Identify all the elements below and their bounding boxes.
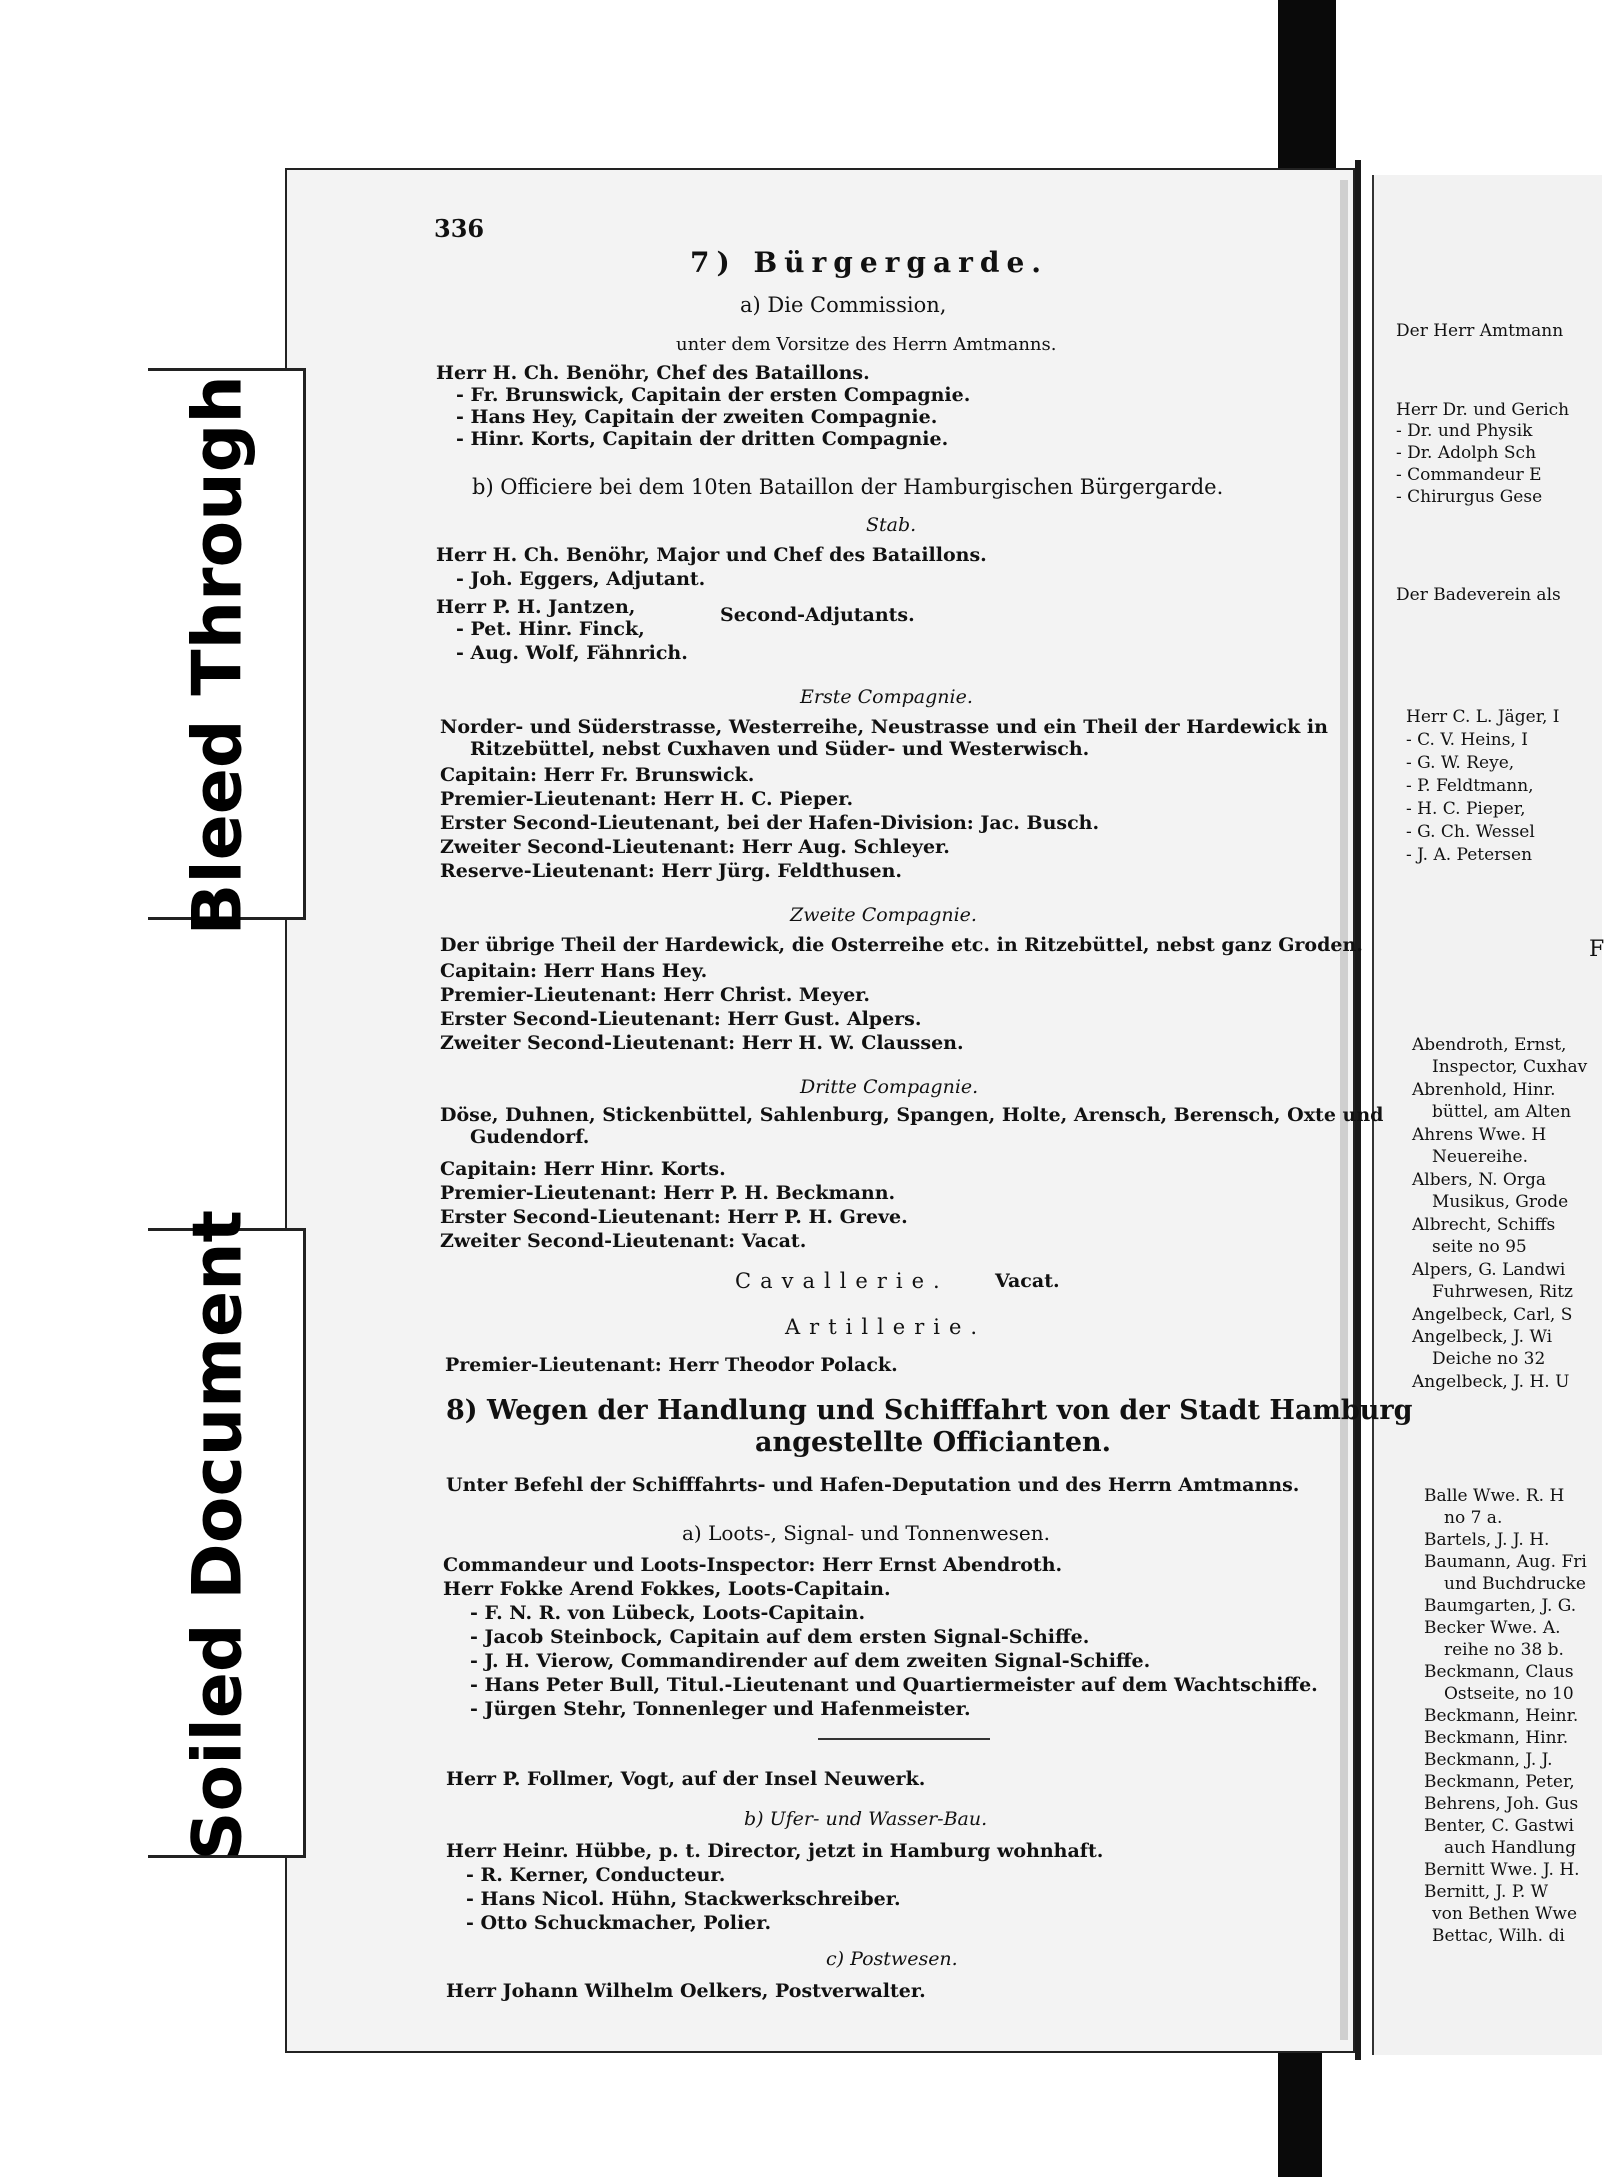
- text-line: - Fr. Brunswick, Capitain der ersten Compagnie.: [456, 384, 971, 406]
- right-line: Herr C. L. Jäger, I: [1406, 707, 1560, 727]
- right-line: auch Handlung: [1444, 1838, 1576, 1858]
- separator-rule: [818, 1738, 990, 1740]
- right-line: Baumgarten, J. G.: [1424, 1596, 1577, 1616]
- text-line: - Pet. Hinr. Finck,: [456, 618, 645, 640]
- soiled-document-tab: [148, 1209, 306, 1861]
- right-line: Angelbeck, J. Wi: [1412, 1327, 1553, 1347]
- subheading: Zweite Compagnie.: [790, 904, 977, 926]
- subheading: Dritte Compagnie.: [800, 1076, 979, 1098]
- text-line: unter dem Vorsitze des Herrn Amtmanns.: [676, 334, 1057, 355]
- text-line: Herr P. H. Jantzen,: [436, 596, 636, 618]
- text-line: - Hans Peter Bull, Titul.-Lieutenant und Quartiermeister auf dem Wachtschiffe.: [470, 1674, 1318, 1696]
- text-line: Premier-Lieutenant: Herr Theodor Polack.: [445, 1354, 898, 1376]
- text-line: - Hans Hey, Capitain der zweiten Compagnie.: [456, 406, 938, 428]
- text-line: Herr Johann Wilhelm Oelkers, Postverwalter.: [446, 1980, 926, 2002]
- right-line: - P. Feldtmann,: [1406, 776, 1534, 796]
- text-line: Erster Second-Lieutenant, bei der Hafen-Division: Jac. Busch.: [440, 812, 1100, 834]
- text-line: Gudendorf.: [470, 1126, 590, 1148]
- scanner-shadow-band-top: [1318, 0, 1336, 170]
- right-line: Herr Dr. und Gerich: [1396, 400, 1570, 420]
- subheading: Artillerie.: [785, 1315, 987, 1339]
- text-line: Norder- und Süderstrasse, Westerreihe, Neustrasse und ein Theil der Hardewick in: [440, 716, 1328, 738]
- right-line: Behrens, Joh. Gus: [1424, 1794, 1579, 1814]
- text-line: - Hinr. Korts, Capitain der dritten Compagnie.: [456, 428, 949, 450]
- right-line: Bartels, J. J. H.: [1424, 1530, 1550, 1550]
- text-line: Der übrige Theil der Hardewick, die Osterreihe etc. in Ritzebüttel, nebst ganz Groden.: [440, 934, 1363, 956]
- right-line: Beckmann, Claus: [1424, 1662, 1574, 1682]
- text-line: Premier-Lieutenant: Herr P. H. Beckmann.: [440, 1182, 896, 1204]
- text-line: Ritzebüttel, nebst Cuxhaven und Süder- und Westerwisch.: [470, 738, 1090, 760]
- text-line: - Joh. Eggers, Adjutant.: [456, 568, 706, 590]
- right-line: Albers, N. Orga: [1412, 1170, 1546, 1190]
- right-line: Beckmann, J. J.: [1424, 1750, 1553, 1770]
- right-line: Alpers, G. Landwi: [1412, 1260, 1566, 1280]
- right-line: von Bethen Wwe: [1432, 1904, 1578, 1924]
- right-line: Albrecht, Schiffs: [1412, 1215, 1556, 1235]
- right-line: Ahrens Wwe. H: [1412, 1125, 1547, 1145]
- right-line: - H. C. Pieper,: [1406, 799, 1526, 819]
- text-line: Herr H. Ch. Benöhr, Major und Chef des Bataillons.: [436, 544, 987, 566]
- text-line: Commandeur und Loots-Inspector: Herr Ernst Abendroth.: [443, 1554, 1063, 1576]
- text-line: Zweiter Second-Lieutenant: Vacat.: [440, 1230, 807, 1252]
- text-line: Herr H. Ch. Benöhr, Chef des Bataillons.: [436, 362, 870, 384]
- text-line: Herr Heinr. Hübbe, p. t. Director, jetzt in Hamburg wohnhaft.: [446, 1840, 1104, 1862]
- text-line: - Hans Nicol. Hühn, Stackwerkschreiber.: [466, 1888, 901, 1910]
- bleed-through-label: Bleed Through: [178, 375, 258, 936]
- right-line: no 7 a.: [1444, 1508, 1503, 1528]
- right-line: Becker Wwe. A.: [1424, 1618, 1561, 1638]
- right-line: Abendroth, Ernst,: [1412, 1035, 1567, 1055]
- text-line: - Jürgen Stehr, Tonnenleger und Hafenmeister.: [470, 1698, 971, 1720]
- text-line: - Jacob Steinbock, Capitain auf dem ersten Signal-Schiffe.: [470, 1626, 1090, 1648]
- section-heading: 8) Wegen der Handlung und Schifffahrt von der Stadt Hamburg: [446, 1395, 1413, 1426]
- right-line: - C. V. Heins, I: [1406, 730, 1528, 750]
- right-line: Abrenhold, Hinr.: [1412, 1080, 1556, 1100]
- text-line: - Aug. Wolf, Fähnrich.: [456, 642, 688, 664]
- right-line: Beckmann, Peter,: [1424, 1772, 1575, 1792]
- right-line: F: [1589, 937, 1604, 962]
- bleed-through-tab: [148, 368, 306, 936]
- text-line: Herr P. Follmer, Vogt, auf der Insel Neuwerk.: [446, 1768, 926, 1790]
- section-heading: angestellte Officianten.: [755, 1427, 1112, 1458]
- right-line: - Dr. und Physik: [1396, 421, 1533, 441]
- text-line: Unter Befehl der Schifffahrts- und Hafen-Deputation und des Herrn Amtmanns.: [446, 1474, 1300, 1496]
- right-line: und Buchdrucke: [1444, 1574, 1586, 1594]
- right-line: Der Badeverein als: [1396, 585, 1561, 605]
- text-line: Vacat.: [995, 1270, 1060, 1292]
- right-line: - Dr. Adolph Sch: [1396, 443, 1537, 463]
- right-line: Bettac, Wilh. di: [1432, 1926, 1565, 1946]
- right-line: Bernitt Wwe. J. H.: [1424, 1860, 1580, 1880]
- text-line: Erster Second-Lieutenant: Herr Gust. Alpers.: [440, 1008, 922, 1030]
- right-line: büttel, am Alten: [1432, 1102, 1572, 1122]
- right-line: Baumann, Aug. Fri: [1424, 1552, 1587, 1572]
- right-line: - G. W. Reye,: [1406, 753, 1515, 773]
- right-page: [1372, 175, 1602, 2055]
- right-line: seite no 95: [1432, 1237, 1527, 1257]
- subheading: c) Postwesen.: [826, 1948, 958, 1970]
- right-line: Beckmann, Heinr.: [1424, 1706, 1579, 1726]
- section-heading: 7) Bürgergarde.: [690, 246, 1049, 279]
- text-line: Zweiter Second-Lieutenant: Herr Aug. Schleyer.: [440, 836, 950, 858]
- text-line: Erster Second-Lieutenant: Herr P. H. Greve.: [440, 1206, 908, 1228]
- text-line: Reserve-Lieutenant: Herr Jürg. Feldthusen.: [440, 860, 903, 882]
- page-number: 336: [434, 214, 485, 243]
- right-line: Benter, C. Gastwi: [1424, 1816, 1574, 1836]
- subheading: a) Loots-, Signal- und Tonnenwesen.: [682, 1521, 1050, 1545]
- text-line: - F. N. R. von Lübeck, Loots-Capitain.: [470, 1602, 866, 1624]
- subheading: b) Ufer- und Wasser-Bau.: [744, 1808, 988, 1830]
- right-line: - Commandeur E: [1396, 465, 1542, 485]
- right-line: Musikus, Grode: [1432, 1192, 1569, 1212]
- right-line: - Chirurgus Gese: [1396, 487, 1543, 507]
- right-line: Ostseite, no 10: [1444, 1684, 1574, 1704]
- right-line: Fuhrwesen, Ritz: [1432, 1282, 1573, 1302]
- text-line: Second-Adjutants.: [720, 604, 915, 626]
- text-line: Döse, Duhnen, Stickenbüttel, Sahlenburg, Spangen, Holte, Arensch, Berensch, Oxte und: [440, 1104, 1384, 1126]
- text-line: Premier-Lieutenant: Herr Christ. Meyer.: [440, 984, 871, 1006]
- soiled-document-label: Soiled Document: [178, 1209, 258, 1861]
- text-line: Capitain: Herr Fr. Brunswick.: [440, 764, 755, 786]
- text-line: Zweiter Second-Lieutenant: Herr H. W. Claussen.: [440, 1032, 964, 1054]
- right-line: Inspector, Cuxhav: [1432, 1057, 1588, 1077]
- subheading: a) Die Commission,: [740, 293, 947, 317]
- right-line: Neuereihe.: [1432, 1147, 1528, 1167]
- text-line: Capitain: Herr Hinr. Korts.: [440, 1158, 726, 1180]
- right-line: Angelbeck, Carl, S: [1412, 1305, 1573, 1325]
- right-line: Bernitt, J. P. W: [1424, 1882, 1549, 1902]
- subheading: Erste Compagnie.: [800, 686, 973, 708]
- right-line: Angelbeck, J. H. U: [1412, 1372, 1570, 1392]
- right-line: Balle Wwe. R. H: [1424, 1486, 1565, 1506]
- text-line: - R. Kerner, Conducteur.: [466, 1864, 726, 1886]
- right-line: - J. A. Petersen: [1406, 845, 1533, 865]
- right-line: reihe no 38 b.: [1444, 1640, 1564, 1660]
- right-line: Beckmann, Hinr.: [1424, 1728, 1569, 1748]
- subheading: Stab.: [866, 514, 917, 536]
- right-line: - G. Ch. Wessel: [1406, 822, 1535, 842]
- text-line: - Otto Schuckmacher, Polier.: [466, 1912, 772, 1934]
- subheading: b) Officiere bei dem 10ten Bataillon der Hamburgischen Bürgergarde.: [472, 475, 1224, 499]
- text-line: - J. H. Vierow, Commandirender auf dem zweiten Signal-Schiffe.: [470, 1650, 1151, 1672]
- text-line: Herr Fokke Arend Fokkes, Loots-Capitain.: [443, 1578, 891, 1600]
- subheading: Cavallerie.: [735, 1269, 949, 1293]
- text-line: Capitain: Herr Hans Hey.: [440, 960, 708, 982]
- right-line: Deiche no 32: [1432, 1349, 1546, 1369]
- right-line: Der Herr Amtmann: [1396, 321, 1564, 341]
- text-line: Premier-Lieutenant: Herr H. C. Pieper.: [440, 788, 854, 810]
